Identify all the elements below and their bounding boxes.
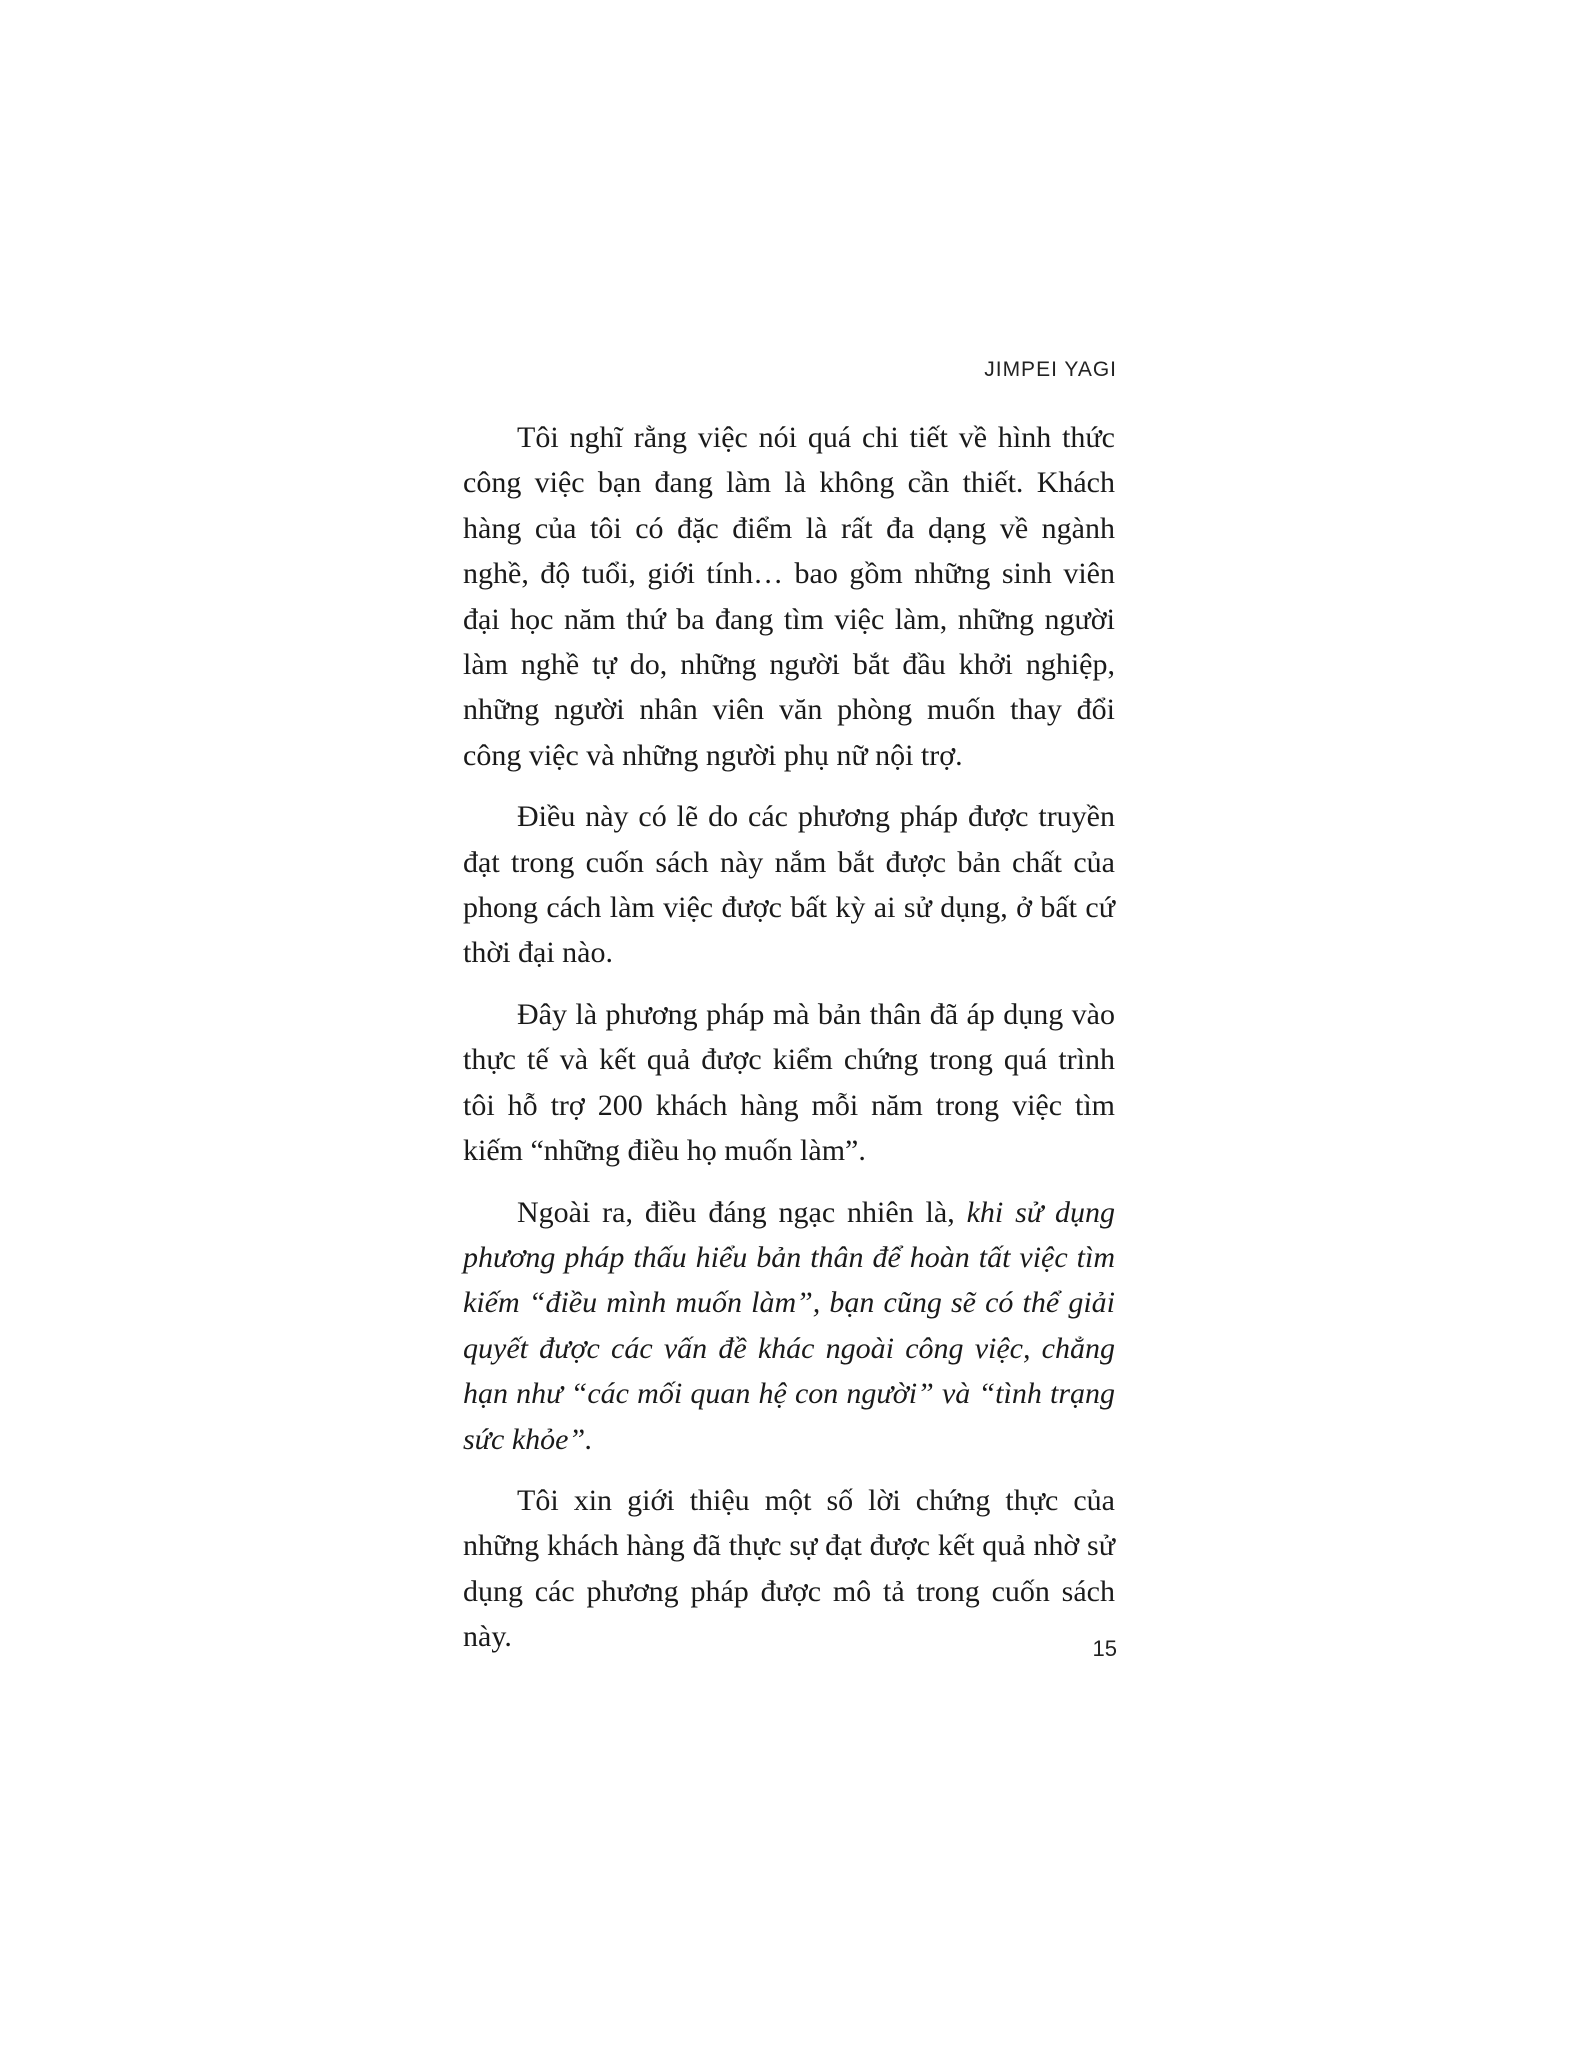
paragraph-4-italic: khi sử dụng phương pháp thấu hiểu bản thân để hoàn tất việc tìm kiếm “điều mình muốn làm”, bạn cũng sẽ có thể giải quyết được các vấn đề khác ngoài công việc, chẳng hạn như “các mối quan hệ con người” và “tình trạng sức khỏe”. (463, 1195, 1115, 1456)
paragraph-1: Tôi nghĩ rằng việc nói quá chi tiết về hình thức công việc bạn đang làm là không cần thiết. Khách hàng của tôi có đặc điểm là rất đa dạng về ngành nghề, độ tuổi, giới tính… bao gồm những sinh viên đại học năm thứ ba đang tìm việc làm, những người làm nghề tự do, những người bắt đầu khởi nghiệp, những người nhân viên văn phòng muốn thay đổi công việc và những người phụ nữ nội trợ. (463, 421, 1115, 772)
paragraph-3: Đây là phương pháp mà bản thân đã áp dụng vào thực tế và kết quả được kiểm chứng trong quá trình tôi hỗ trợ 200 khách hàng mỗi năm trong việc tìm kiếm “những điều họ muốn làm”. (463, 997, 1115, 1168)
paragraph-4-plain: Ngoài ra, điều đáng ngạc nhiên là, (517, 1195, 967, 1229)
paragraph-2: Điều này có lẽ do các phương pháp được truyền đạt trong cuốn sách này nắm bắt được bản chất của phong cách làm việc được bất kỳ ai sử dụng, ở bất cứ thời đại nào. (463, 800, 1115, 970)
body-text (463, 415, 1115, 1676)
page-number: 15 (1092, 1636, 1117, 1661)
paragraph-4 (463, 1190, 1115, 1462)
running-header-author: JIMPEI YAGI (984, 358, 1117, 381)
paragraph-5: Tôi xin giới thiệu một số lời chứng thực của những khách hàng đã thực sự đạt được kết quả nhờ sử dụng các phương pháp được mô tả trong cuốn sách này. (463, 1483, 1115, 1654)
